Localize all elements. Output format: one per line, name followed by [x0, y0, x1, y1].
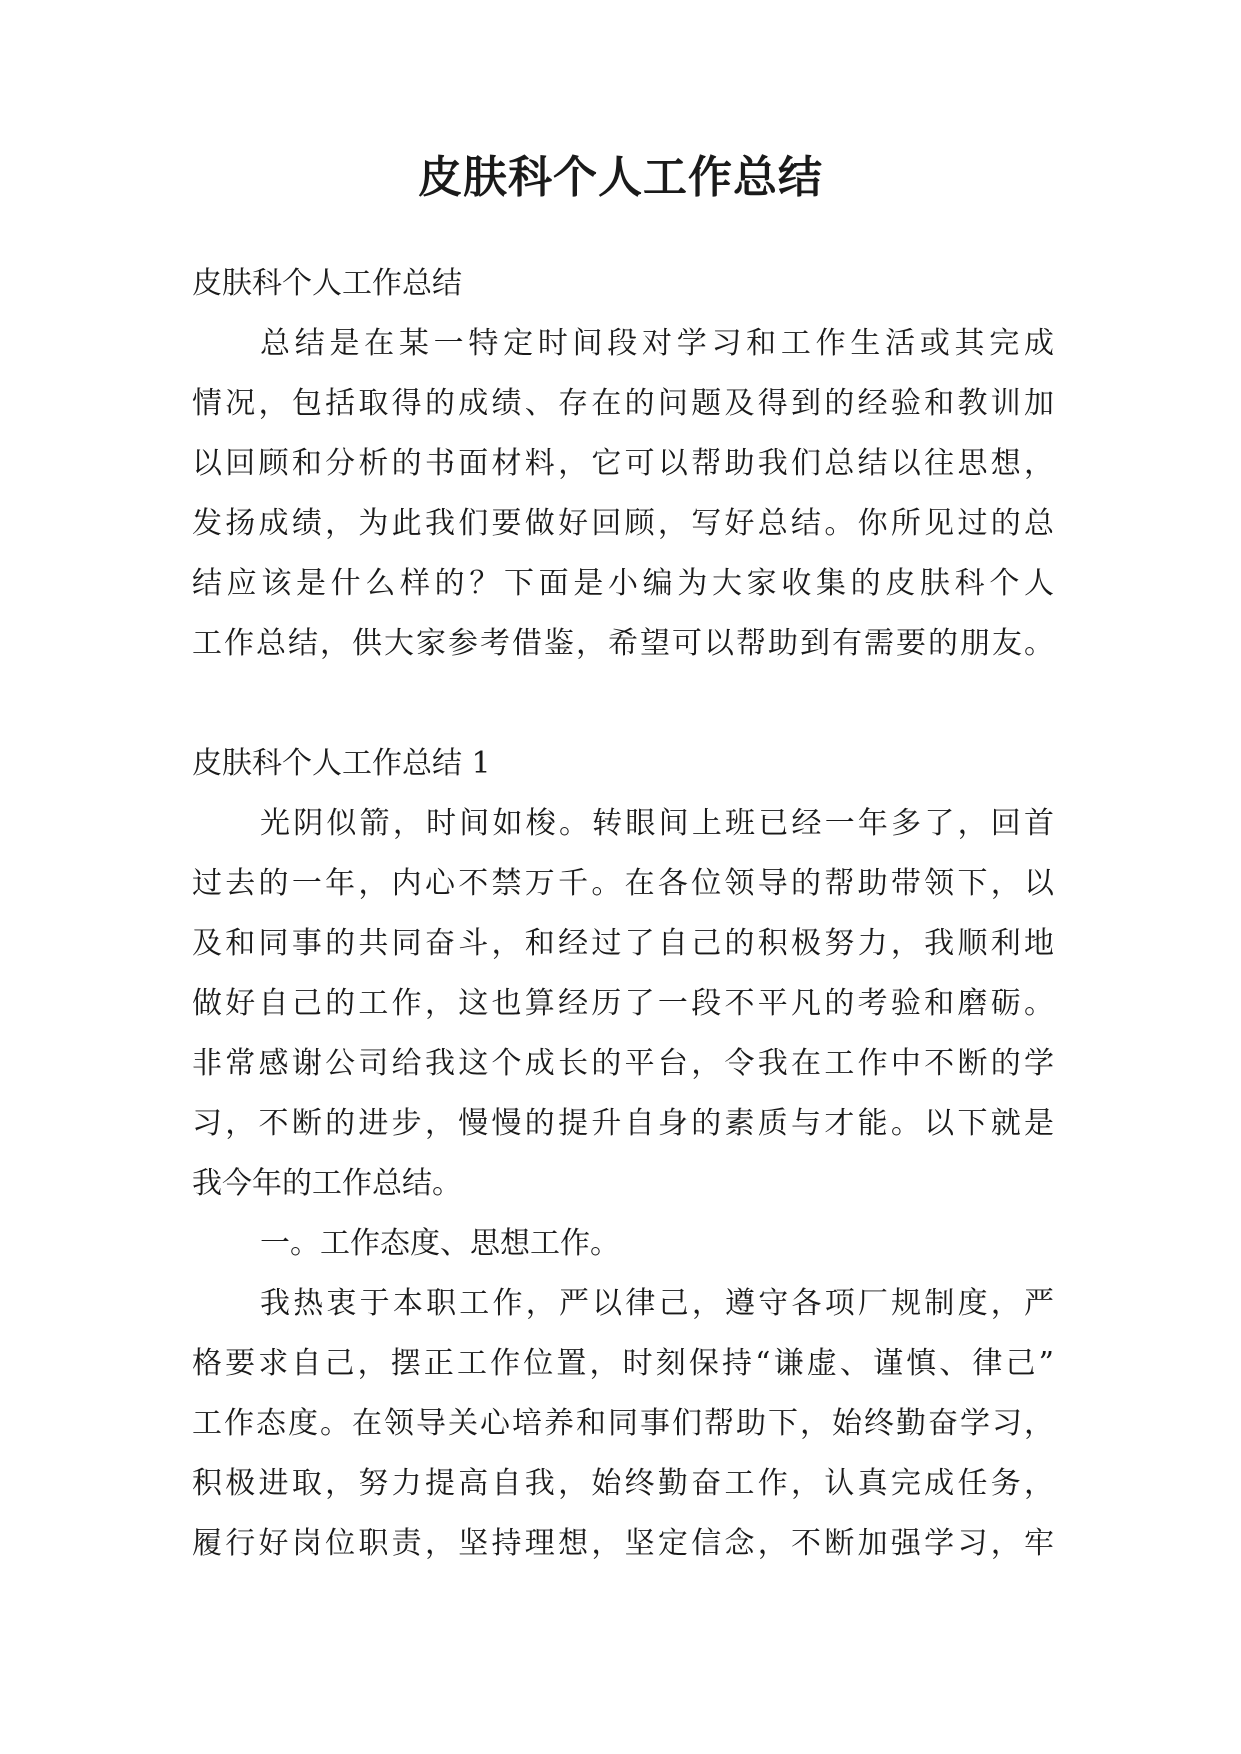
section1-para1-line-2: 过去的一年，内心不禁万千。在各位领导的帮助带领下，以 [192, 866, 1054, 901]
intro-line-2: 情况，包括取得的成绩、存在的问题及得到的经验和教训加 [192, 386, 1054, 421]
document-title: 皮肤科个人工作总结 [418, 152, 823, 203]
section1-para1-line-3: 及和同事的共同奋斗，和经过了自己的积极努力，我顺利地 [192, 926, 1054, 961]
section1-para1-line-4: 做好自己的工作，这也算经历了一段不平凡的考验和磨砺。 [192, 986, 1054, 1021]
section1-para2-line-1: 我热衷于本职工作，严以律己，遵守各项厂规制度，严 [260, 1286, 1054, 1321]
section1-para1-line-5: 非常感谢公司给我这个成长的平台，令我在工作中不断的学 [192, 1046, 1054, 1081]
section1-heading: 皮肤科个人工作总结 1 [192, 746, 491, 781]
document-body [192, 254, 1054, 1574]
intro-line-5: 结应该是什么样的？下面是小编为大家收集的皮肤科个人 [192, 566, 1054, 601]
section1-para1-line-6: 习，不断的进步，慢慢的提升自身的素质与才能。以下就是 [192, 1106, 1054, 1141]
section1-para1-line-7: 我今年的工作总结。 [192, 1166, 462, 1201]
intro-line-3: 以回顾和分析的书面材料，它可以帮助我们总结以往思想， [192, 446, 1054, 481]
section1-para2-line-2: 格要求自己，摆正工作位置，时刻保持“谦虚、谨慎、律己” [192, 1346, 1054, 1381]
intro-line-4: 发扬成绩，为此我们要做好回顾，写好总结。你所见过的总 [192, 506, 1054, 541]
section1-para1-line-1: 光阴似箭，时间如梭。转眼间上班已经一年多了，回首 [260, 806, 1054, 841]
section1-para2-line-5: 履行好岗位职责，坚持理想，坚定信念，不断加强学习，牢 [192, 1526, 1054, 1561]
section1-para2-line-3: 工作态度。在领导关心培养和同事们帮助下，始终勤奋学习， [192, 1406, 1054, 1441]
intro-heading: 皮肤科个人工作总结 [192, 266, 462, 301]
intro-line-1: 总结是在某一特定时间段对学习和工作生活或其完成 [260, 326, 1054, 361]
section1-para2-line-4: 积极进取，努力提高自我，始终勤奋工作，认真完成任务， [192, 1466, 1054, 1501]
section-spacer [192, 674, 1054, 734]
section1-subheading: 一。工作态度、思想工作。 [260, 1226, 620, 1261]
intro-line-6: 工作总结，供大家参考借鉴，希望可以帮助到有需要的朋友。 [192, 626, 1054, 661]
